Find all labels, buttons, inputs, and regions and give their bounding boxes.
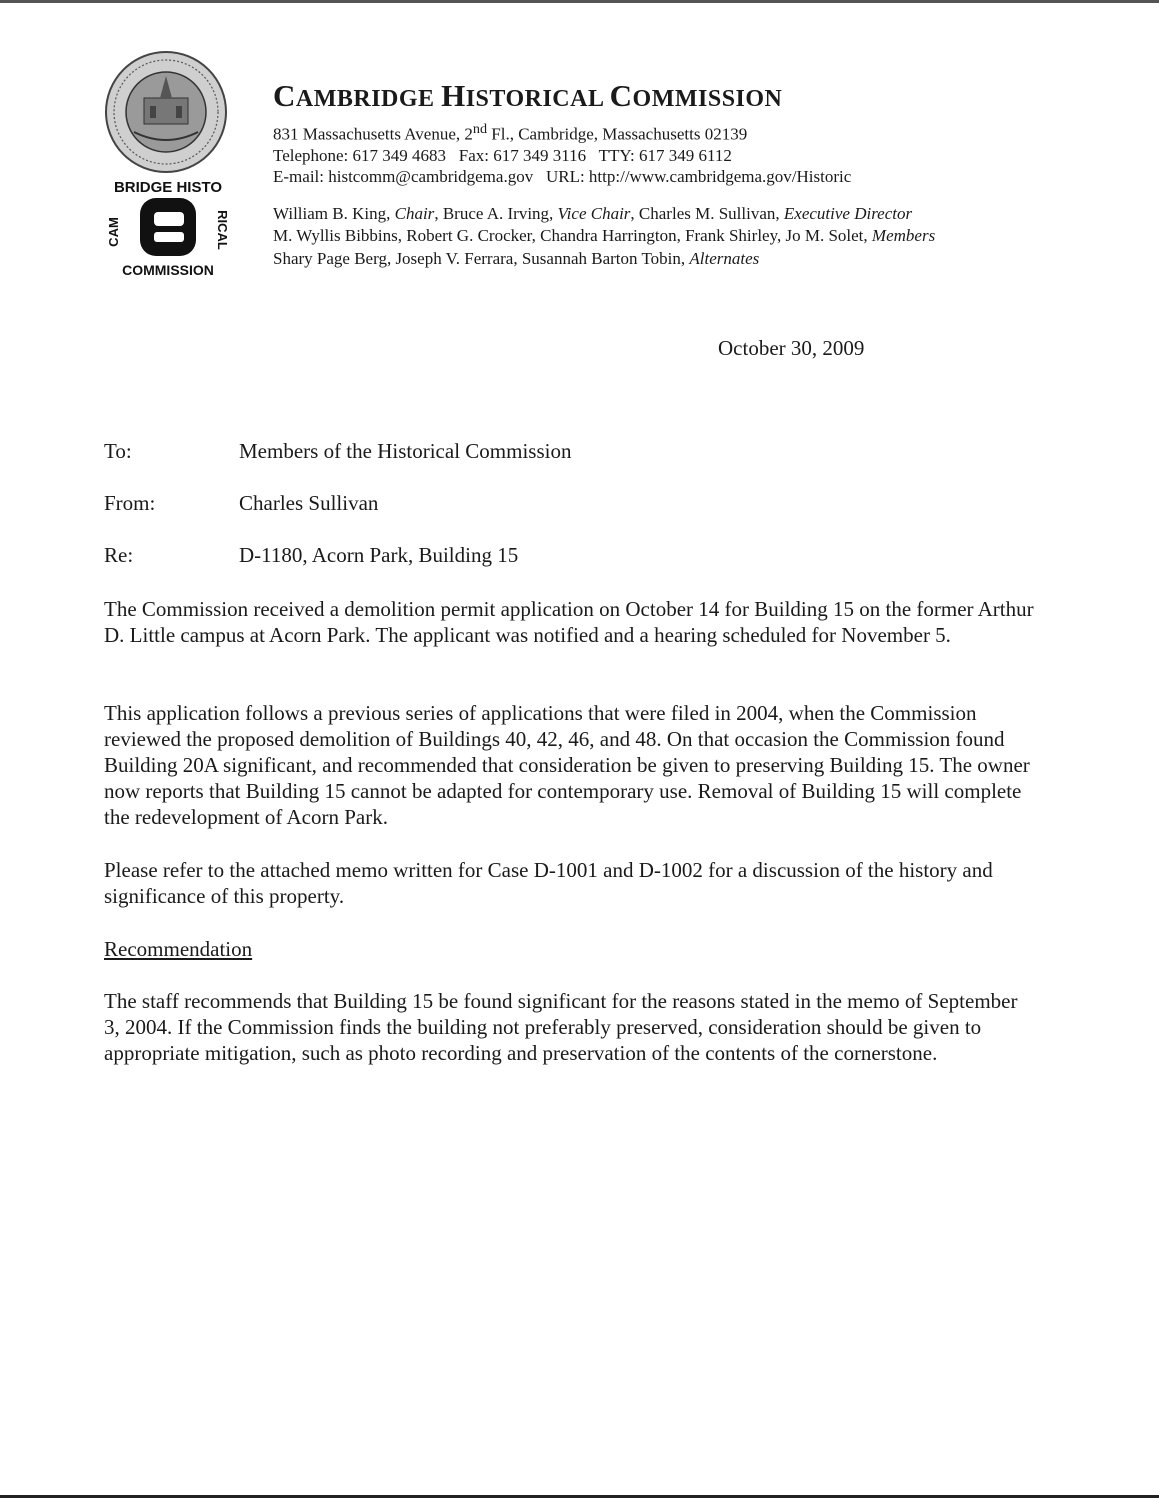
letterhead bbox=[273, 78, 1053, 270]
roster-role: Members bbox=[871, 226, 936, 246]
roster-role: Alternates bbox=[689, 248, 760, 268]
paragraph-history: This application follows a previous series of applications that were filed in 2004, when the Commission reviewed the proposed demolition of Buildings 40, 42, 46, and 48. On that occasion the Commission found Building 20A significant, and recommended that consideration be given to preserving Building 15. The owner now reports that Building 15 cannot be adapted for contemporary use. Removal of Building 15 will complete the redevelopment of Acorn Park. bbox=[104, 701, 1030, 829]
roster-role: Chair bbox=[394, 203, 435, 223]
from-label: From: bbox=[104, 491, 156, 515]
re-value: D-1180, Acorn Park, Building 15 bbox=[239, 543, 519, 567]
roster-officers bbox=[273, 203, 1053, 226]
recommendation-heading: Recommendation bbox=[104, 937, 253, 961]
contact-info bbox=[273, 119, 1053, 187]
roster-names: , Bruce A. Irving, bbox=[434, 203, 558, 223]
org-word-2: HISTORICAL bbox=[441, 78, 610, 113]
to-value: Members of the Historical Commission bbox=[239, 439, 572, 463]
commission-logo-icon bbox=[98, 172, 238, 282]
roster-members bbox=[273, 225, 1053, 248]
paragraph-reference: Please refer to the attached memo written for Case D-1001 and D-1002 for a discussion of the history and significance of this property. bbox=[104, 858, 993, 908]
top-border bbox=[0, 0, 1159, 3]
paragraph-recommendation: The staff recommends that Building 15 be found significant for the reasons stated in the memo of September 3, 2004. If the Commission finds the building not preferably preserved, consideration should be given to appropriate mitigation, such as photo recording and preservation of the contents of the cornerstone. bbox=[104, 989, 1018, 1065]
logo-text-bottom: COMMISSION bbox=[122, 262, 214, 278]
logo-text-top: BRIDGE HISTO bbox=[113, 179, 223, 196]
logo-text-left: CAM bbox=[106, 217, 121, 247]
city-seal-icon bbox=[104, 50, 228, 174]
roster-names: William B. King, bbox=[273, 203, 395, 223]
email-url-line: E-mail: histcomm@cambridgema.gov URL: http://www.cambridgema.gov/Historic bbox=[273, 166, 852, 186]
logo-text-right: RICAL bbox=[215, 210, 230, 250]
re-label: Re: bbox=[104, 543, 134, 567]
roster-names: , Charles M. Sullivan, bbox=[630, 203, 784, 223]
bottom-border bbox=[0, 1495, 1159, 1498]
memo-date: October 30, 2009 bbox=[718, 336, 865, 360]
address-line: 831 Massachusetts Avenue, 2nd Fl., Cambridge, Massachusetts 02139 bbox=[273, 121, 748, 144]
organization-name bbox=[273, 78, 1053, 117]
roster-names: Shary Page Berg, Joseph V. Ferrara, Susannah Barton Tobin, bbox=[273, 248, 690, 268]
from-value: Charles Sullivan bbox=[239, 491, 379, 515]
paragraph-application: The Commission received a demolition permit application on October 14 for Building 15 on the former Arthur D. Little campus at Acorn Park. The applicant was notified and a hearing scheduled for November 5. bbox=[104, 597, 1034, 647]
org-word-3: COMMISSION bbox=[609, 78, 783, 113]
roster-role: Executive Director bbox=[783, 203, 913, 223]
to-label: To: bbox=[104, 439, 132, 463]
roster-names: M. Wyllis Bibbins, Robert G. Crocker, Chandra Harrington, Frank Shirley, Jo M. Solet, bbox=[273, 226, 872, 246]
commission-roster bbox=[273, 203, 1053, 271]
roster-role: Vice Chair bbox=[557, 203, 631, 223]
phone-line: Telephone: 617 349 4683 Fax: 617 349 3116 TTY: 617 349 6112 bbox=[273, 145, 732, 165]
roster-alternates bbox=[273, 248, 1053, 271]
org-word-1: CAMBRIDGE bbox=[273, 78, 442, 113]
